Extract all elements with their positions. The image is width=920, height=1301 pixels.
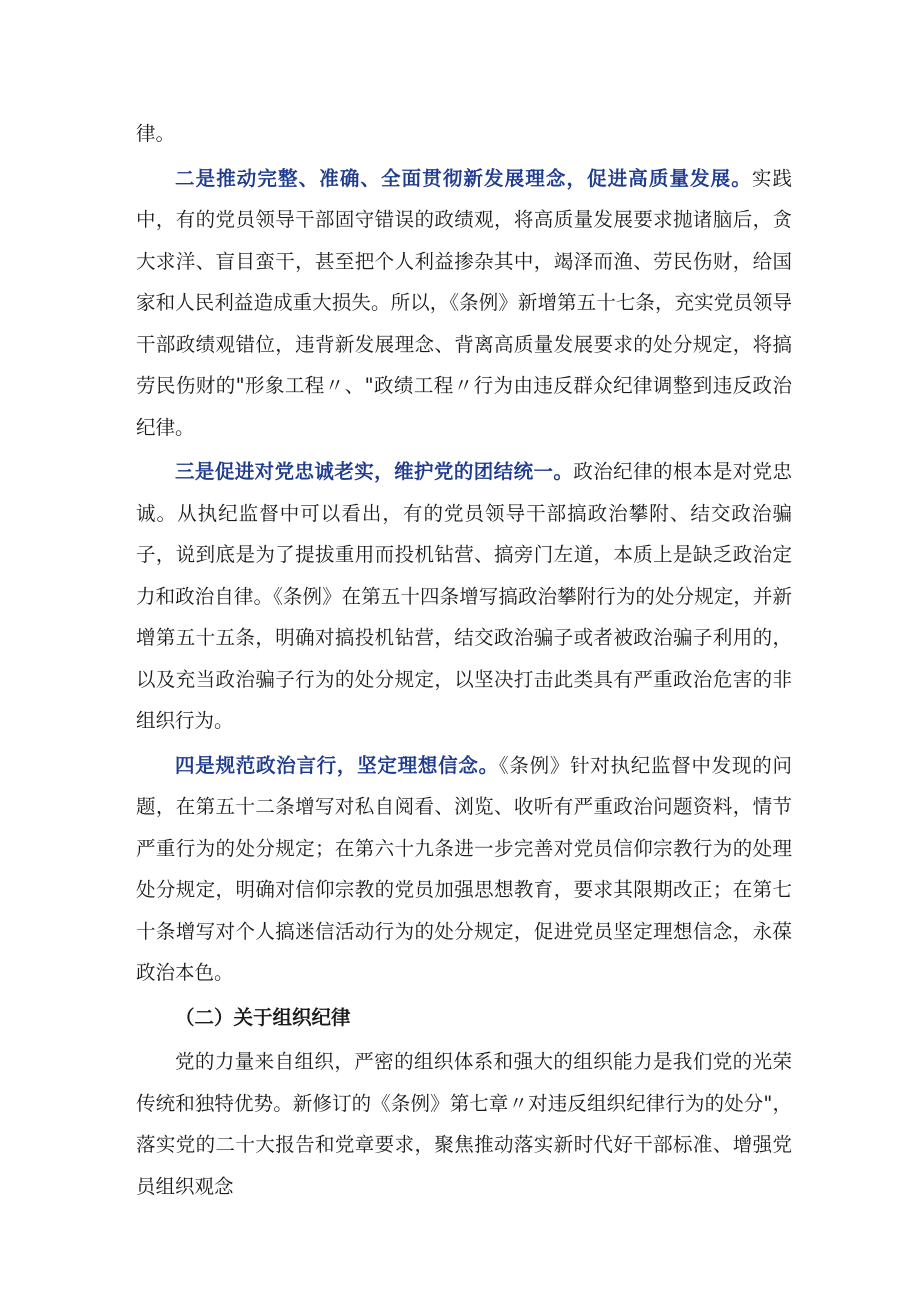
- paragraph-lead: 三是促进对党忠诚老实，维护党的团结统一。: [175, 460, 574, 483]
- paragraph-text: 实践中，有的党员领导干部固守错误的政绩观，将高质量发展要求抛诸脑后，贪大求洋、盲目蛮干，甚至把个人利益掺杂其中，竭泽而渔、劳民伤财，给国家和人民利益造成重大损失。所以，《条例》新增第五十七条，充实党员领导干部政绩观错位，违背新发展理念、背离高质量发展要求的处分规定，将搞劳民伤财的"形象工程〃、"政绩工程〃行为由违反群众纪律调整到违反政治纪律。: [136, 166, 792, 439]
- paragraph-lead: 二是推动完整、准确、全面贯彻新发展理念，促进高质量发展。: [175, 166, 752, 190]
- paragraph-text: 《条例》针对执纪监督中发现的问题，在第五十二条增写对私自阅看、浏览、收听有严重政治问题资料，情节严重行为的处分规定；在第六十九条进一步完善对党员信仰宗教行为的处理处分规定，明确对信仰宗教的党员加强思想教育，要求其限期改正；在第七十条增写对个人搞迷信活动行为的处分规定，促进党员坚定理想信念，永葆政治本色。: [136, 753, 792, 984]
- paragraph-point-4: [136, 745, 792, 994]
- paragraph-continuation: [136, 113, 792, 155]
- document-body: [136, 113, 792, 1207]
- paragraph-text: 政治纪律的根本是对党忠诚。从执纪监督中可以看出，有的党员领导干部搞政治攀附、结交政治骗子，说到底是为了提拔重用而投机钻营、搞旁门左道，本质上是缺乏政治定力和政治自律。《条例》在第五十四条增写搞政治攀附行为的处分规定，并新增第五十五条，明确对搞投机钻营，结交政治骗子或者被政治骗子利用的，以及充当政治骗子行为的处分规定，以坚决打击此类具有严重政治危害的非组织行为。: [136, 460, 792, 732]
- section-heading-text: （二）关于组织纪律: [175, 1005, 351, 1029]
- paragraph-text: 律。: [136, 122, 176, 145]
- paragraph-text: 党的力量来自组织，严密的组织体系和强大的组织能力是我们党的光荣传统和独特优势。新修订的《条例》第七章〃对违反组织纪律行为的处分"，落实党的二十大报告和党章要求，聚焦推动落实新时代好干部标准、增强党员组织观念: [136, 1050, 792, 1198]
- paragraph-organization-discipline: [136, 1041, 792, 1207]
- paragraph-point-3: [136, 451, 792, 742]
- section-heading-organization-discipline: [136, 997, 792, 1039]
- paragraph-point-2: [136, 158, 792, 449]
- paragraph-lead: 四是规范政治言行，坚定理想信念。: [175, 753, 499, 777]
